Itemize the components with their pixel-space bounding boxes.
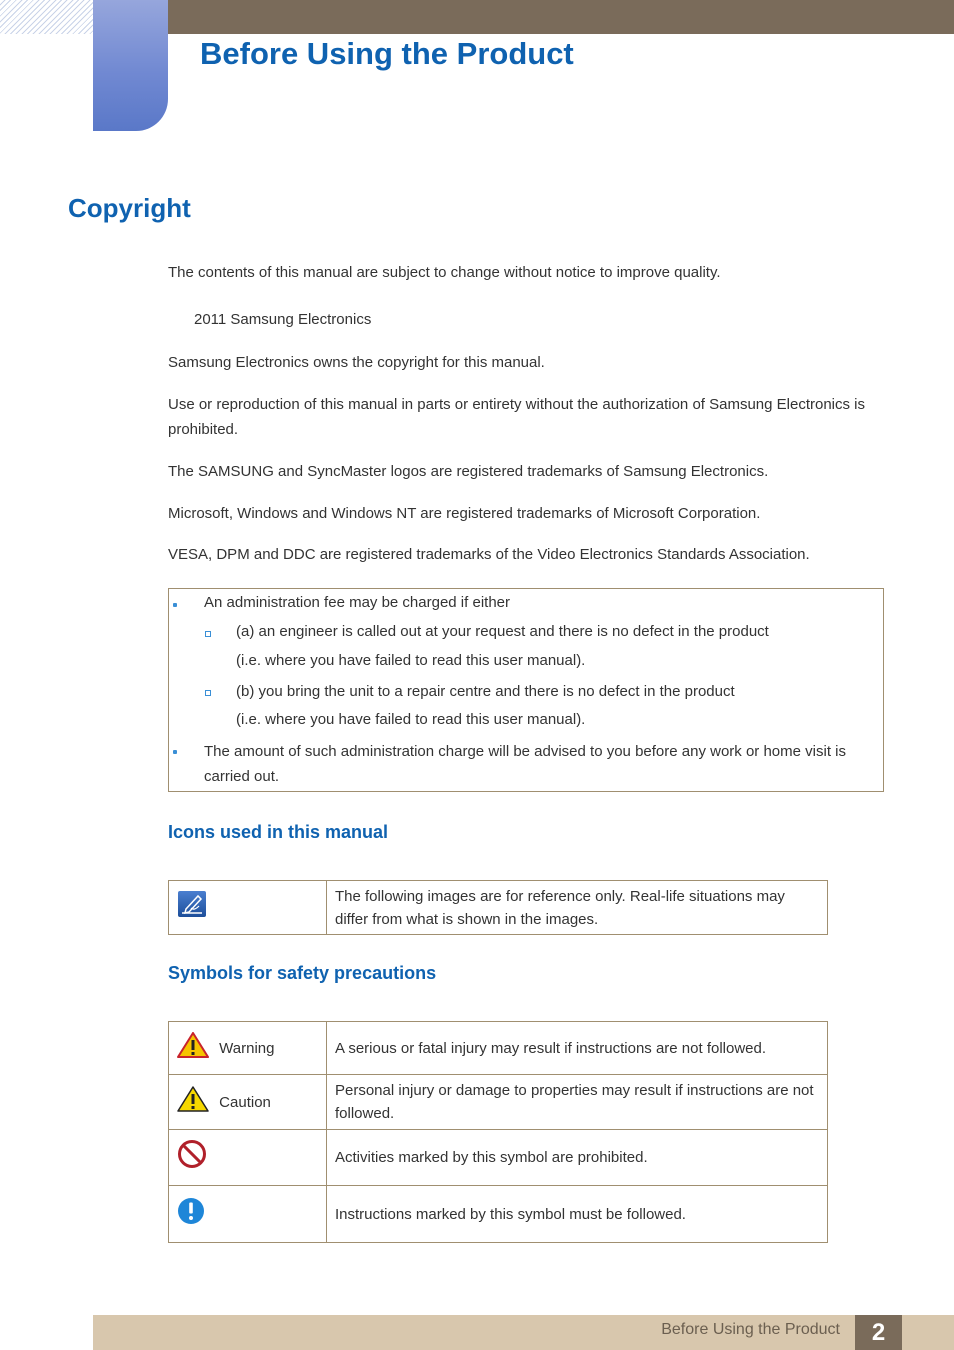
table-row — [169, 1022, 828, 1075]
symbol-cell — [169, 1022, 327, 1075]
header-hatch-pattern — [0, 0, 93, 34]
sub-bullet-square — [205, 631, 211, 637]
icon-cell — [169, 881, 327, 935]
notice-bullet-1: An administration fee may be charged if either — [204, 594, 510, 611]
table-row — [169, 1186, 828, 1243]
icons-section-title: Icons used in this manual — [168, 822, 389, 842]
icons-table — [168, 880, 828, 935]
warning-text: A serious or fatal injury may result if instructions are not followed. — [327, 1022, 828, 1075]
notice-sub-a-note: (i.e. where you have failed to read this user manual). — [236, 652, 586, 669]
copyright-line: 2011 Samsung Electronics — [194, 311, 372, 328]
note-text: The following images are for reference only. Real-life situations may differ from what is shown in the images. — [327, 881, 828, 935]
chapter-title: Before Using the Product — [200, 36, 574, 71]
warning-triangle-icon — [177, 1032, 209, 1065]
header-bar — [168, 0, 954, 34]
paragraph-vesa-trademarks: VESA, DPM and DDC are registered trademarks of the Video Electronics Standards Association. — [168, 546, 810, 563]
page-footer — [93, 1315, 954, 1350]
page-number: 2 — [855, 1315, 902, 1350]
footer-section-name: Before Using the Product — [661, 1321, 840, 1338]
notice-bullet-2: The amount of such administration charge will be advised to you before any work or home visit is carried out. — [204, 743, 846, 785]
notice-sub-a: (a) an engineer is called out at your request and there is no defect in the product — [236, 623, 769, 640]
note-pen-icon — [177, 890, 207, 925]
paragraph-microsoft-trademarks: Microsoft, Windows and Windows NT are registered trademarks of Microsoft Corporation. — [168, 505, 761, 522]
mandatory-icon — [177, 1197, 205, 1232]
bullet-dot — [173, 750, 177, 754]
table-row — [169, 1075, 828, 1130]
symbol-cell — [169, 1130, 327, 1186]
section-title: Copyright — [68, 193, 191, 223]
paragraph-reproduction: Use or reproduction of this manual in parts or entirety without the authorization of Samsung Electronics is prohibited. — [168, 396, 866, 438]
table-row — [169, 881, 828, 935]
symbol-cell — [169, 1075, 327, 1130]
caution-triangle-icon — [177, 1086, 209, 1119]
symbols-section-title: Symbols for safety precautions — [168, 963, 437, 983]
chapter-tab — [93, 0, 168, 131]
caution-text: Personal injury or damage to properties may result if instructions are not followed. — [327, 1075, 828, 1130]
warning-label: Warning — [219, 1039, 275, 1057]
notice-sub-b-note: (i.e. where you have failed to read this user manual). — [236, 711, 586, 728]
mandatory-text: Instructions marked by this symbol must be followed. — [327, 1186, 828, 1243]
paragraph-owner: Samsung Electronics owns the copyright for this manual. — [168, 354, 545, 371]
table-row — [169, 1130, 828, 1186]
safety-symbols-table — [168, 1021, 828, 1243]
admin-fee-notice-box — [168, 588, 884, 792]
paragraph-change-notice: The contents of this manual are subject to change without notice to improve quality. — [168, 264, 721, 281]
paragraph-samsung-trademarks: The SAMSUNG and SyncMaster logos are registered trademarks of Samsung Electronics. — [168, 463, 769, 480]
bullet-dot — [173, 603, 177, 607]
prohibited-icon — [177, 1139, 207, 1176]
sub-bullet-square — [205, 690, 211, 696]
prohibited-text: Activities marked by this symbol are prohibited. — [327, 1130, 828, 1186]
symbol-cell — [169, 1186, 327, 1243]
caution-label: Caution — [219, 1093, 271, 1111]
notice-sub-b: (b) you bring the unit to a repair centre and there is no defect in the product — [236, 683, 735, 700]
